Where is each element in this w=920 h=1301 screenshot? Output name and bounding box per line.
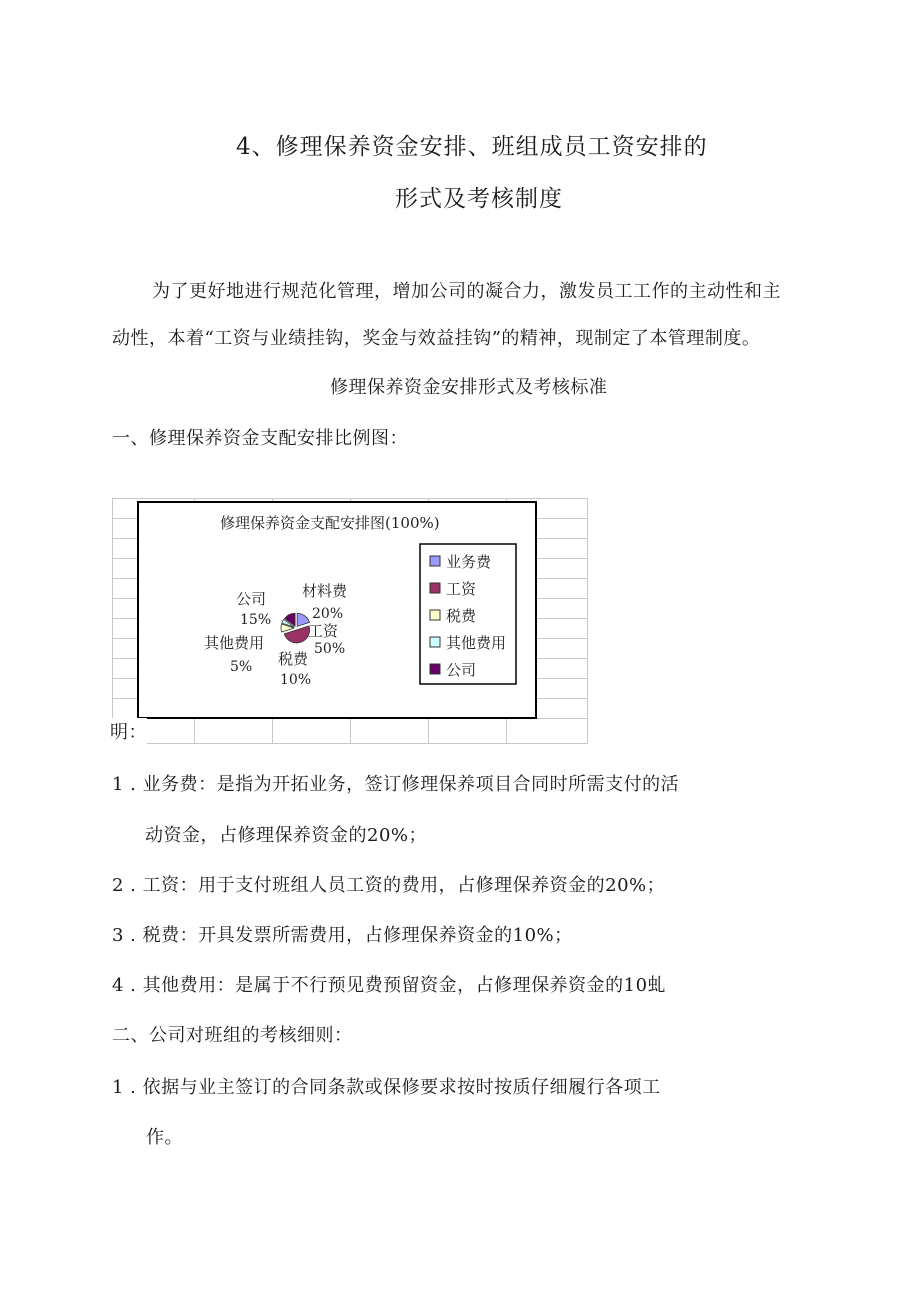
- legend-swatch: [430, 610, 440, 620]
- label-company-pct: 15%: [240, 612, 272, 628]
- legend-label: 公司: [446, 661, 477, 679]
- section-heading: 修理保养资金安排形式及考核标准: [330, 377, 608, 398]
- item1-line1: 1 . 业务费：是指为开拓业务，签订修理保养项目合同时所需支付的活: [112, 774, 680, 795]
- legend-swatch: [430, 664, 440, 674]
- item4: 4 . 其他费用：是属于不行预见费预留资金，占修理保养资金的10虬: [112, 975, 667, 996]
- legend-swatch: [430, 637, 440, 647]
- part1-heading: 一、修理保养资金支配安排比例图：: [112, 428, 408, 449]
- legend-label: 税费: [446, 607, 477, 625]
- intro-paragraph-line2: 动性，本着“工资与业绩挂钩，奖金与效益挂钩”的精神，现制定了本管理制度。: [112, 328, 761, 349]
- label-material-name: 材料费: [302, 582, 348, 600]
- legend-label: 工资: [446, 580, 477, 598]
- legend-swatch: [430, 556, 440, 566]
- label-company-name: 公司: [236, 590, 267, 608]
- label-tax-pct: 10%: [280, 672, 312, 688]
- label-material-pct: 20%: [312, 606, 344, 622]
- part2-heading: 二、公司对班组的考核细则：: [112, 1025, 353, 1046]
- doc-title-line2: 形式及考核制度: [395, 186, 563, 212]
- label-wage-name: 工资: [308, 622, 339, 640]
- label-other-pct: 5%: [230, 659, 253, 675]
- legend-swatch: [430, 583, 440, 593]
- chart-title: 修理保养资金支配安排图(100%): [220, 514, 440, 532]
- doc-title-line1: 4、修理保养资金安排、班组成员工资安排的: [236, 134, 708, 160]
- label-other-name: 其他费用: [204, 634, 265, 652]
- part2-item1-line2: 作。: [146, 1127, 183, 1148]
- legend-label: 其他费用: [446, 634, 507, 652]
- intro-paragraph-line1: 为了更好地进行规范化管理，增加公司的凝合力，激发员工工作的主动性和主: [152, 281, 781, 302]
- pie-chart-figure: [112, 498, 588, 744]
- label-wage-pct: 50%: [314, 641, 346, 657]
- legend-label: 业务费: [446, 553, 492, 571]
- item2: 2 . 工资：用于支付班组人员工资的费用，占修理保养资金的20%；: [112, 875, 666, 896]
- item3: 3 . 税费：开具发票所需费用，占修理保养资金的10%；: [112, 925, 573, 946]
- part2-item1-line1: 1 . 依据与业主签订的合同条款或保修要求按时按质仔细履行各项工: [112, 1077, 661, 1098]
- chart-svg: [112, 498, 588, 744]
- note-prefix: 明：: [110, 718, 147, 744]
- label-tax-name: 税费: [278, 650, 309, 668]
- item1-line2: 动资金，占修理保养资金的20%；: [145, 825, 428, 846]
